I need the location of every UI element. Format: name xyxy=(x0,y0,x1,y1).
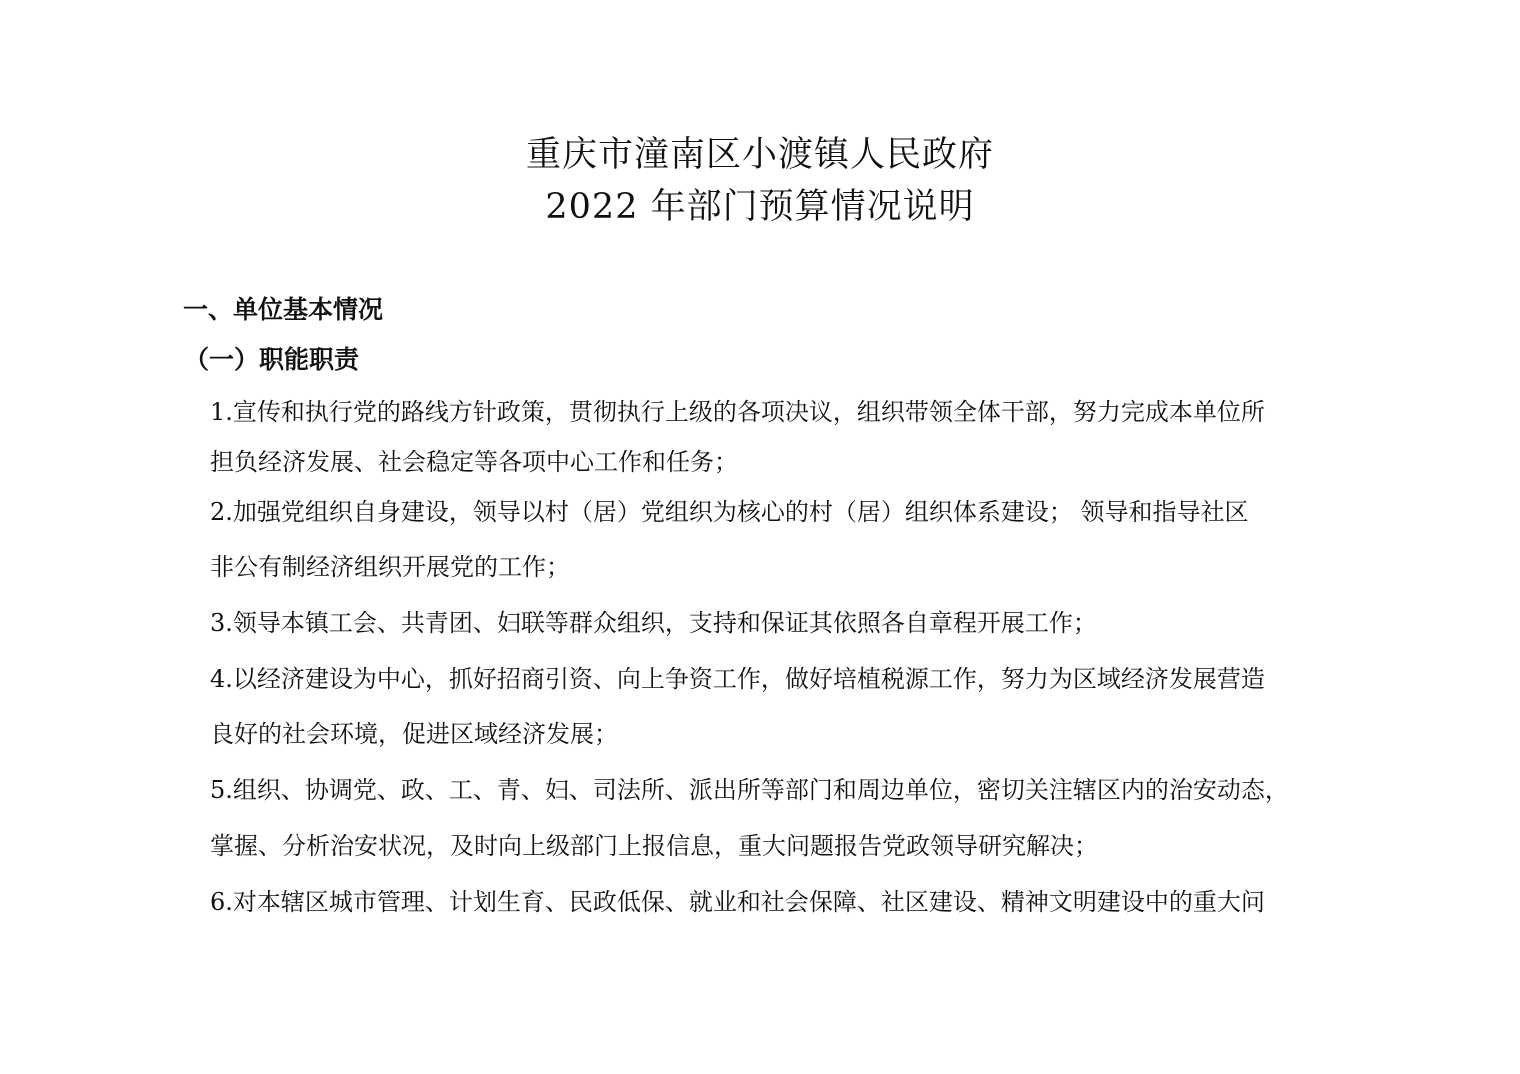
paragraph-line: 2.加强党组织自身建设，领导以村（居）党组织为核心的村（居）组织体系建设； 领导和指导社区 xyxy=(210,498,1249,526)
paragraph-line: 非公有制经济组织开展党的工作； xyxy=(210,553,570,581)
subsection-heading-duties: （一）职能职责 xyxy=(184,345,360,374)
document-title-line-2: 2022 年部门预算情况说明 xyxy=(545,187,975,227)
paragraph-line: 掌握、分析治安状况，及时向上级部门上报信息，重大问题报告党政领导研究解决； xyxy=(210,832,1098,860)
paragraph-line: 3.领导本镇工会、共青团、妇联等群众组织，支持和保证其依照各自章程开展工作； xyxy=(210,609,1097,637)
paragraph-line: 良好的社会环境，促进区域经济发展； xyxy=(210,720,618,748)
section-heading-unit-basics: 一、单位基本情况 xyxy=(183,295,384,324)
document-title-line-1: 重庆市潼南区小渡镇人民政府 xyxy=(525,135,994,175)
paragraph-line: 6.对本辖区城市管理、计划生育、民政低保、就业和社会保障、社区建设、精神文明建设中的重大问 xyxy=(210,888,1265,916)
paragraph-line: 5.组织、协调党、政、工、青、妇、司法所、派出所等部门和周边单位，密切关注辖区内的治安动态， xyxy=(210,776,1289,804)
paragraph-line: 4.以经济建设为中心，抓好招商引资、向上争资工作，做好培植税源工作，努力为区域经济发展营造 xyxy=(210,665,1265,693)
paragraph-line: 担负经济发展、社会稳定等各项中心工作和任务； xyxy=(210,448,738,476)
paragraph-line: 1.宣传和执行党的路线方针政策，贯彻执行上级的各项决议，组织带领全体干部，努力完成本单位所 xyxy=(210,398,1265,426)
